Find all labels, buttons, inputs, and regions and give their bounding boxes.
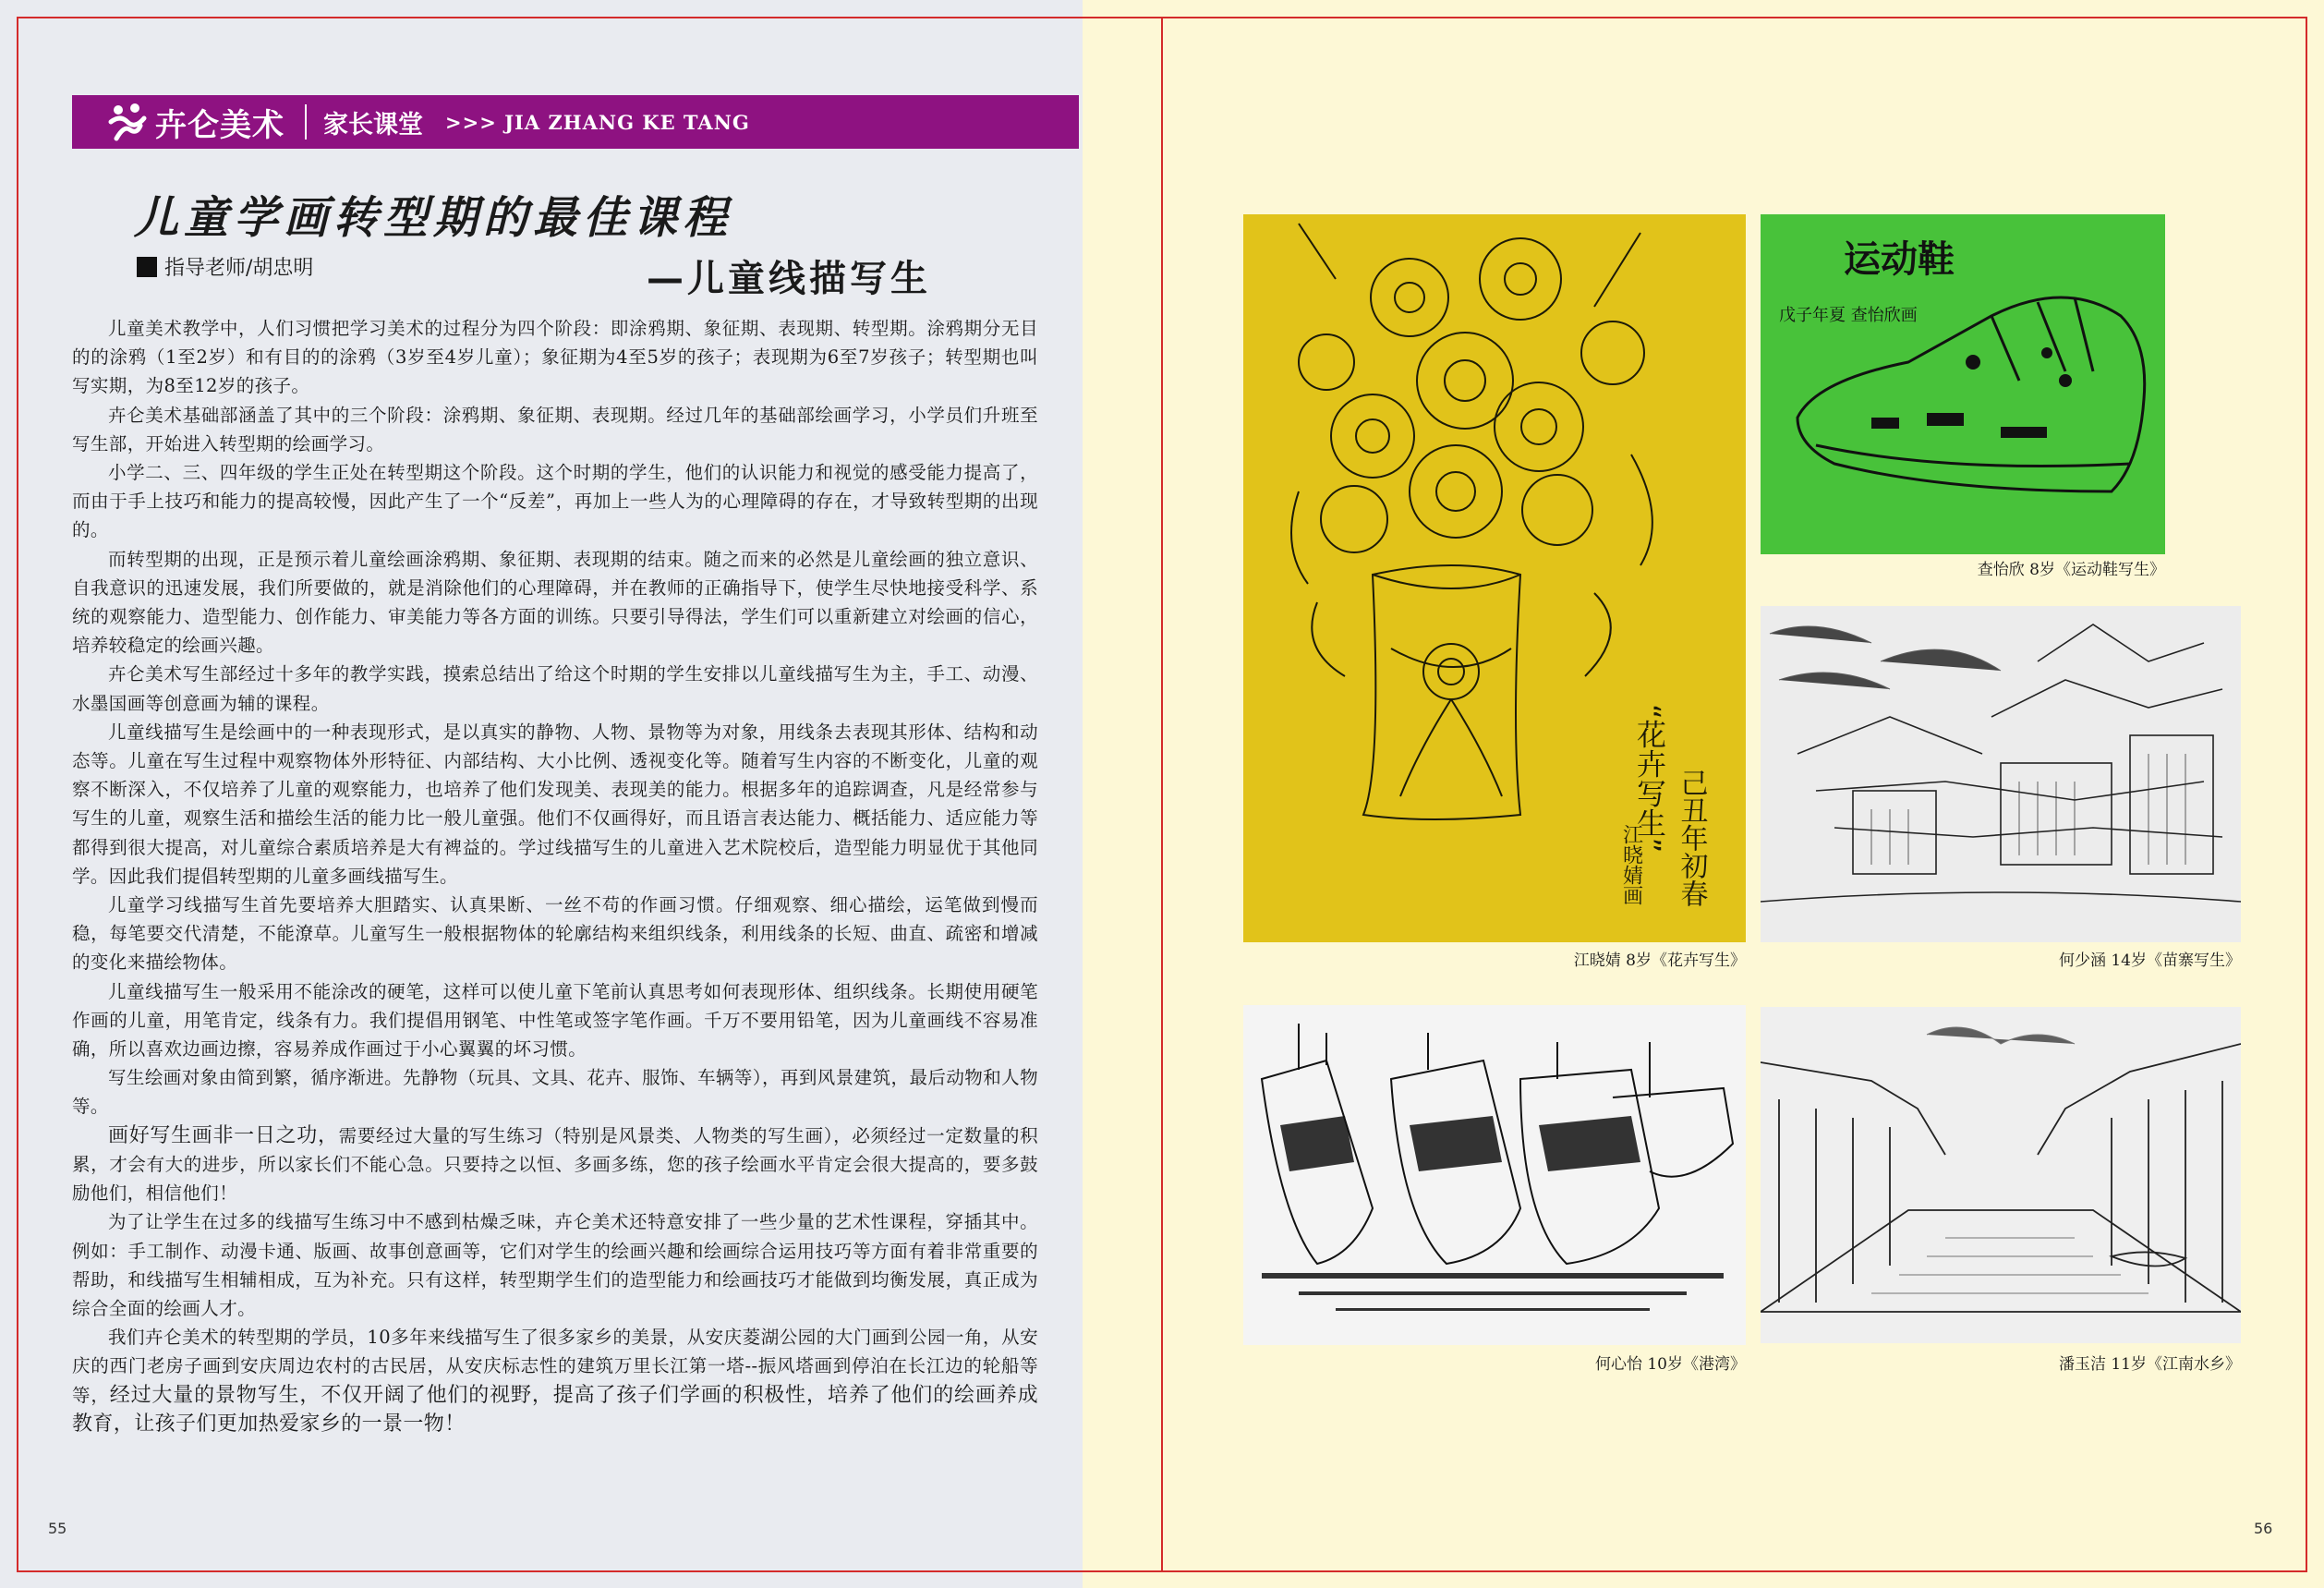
miao-drawing xyxy=(1761,606,2241,942)
page-number-right: 56 xyxy=(2254,1520,2273,1537)
shoe-title-text: 运动鞋 xyxy=(1844,238,1955,281)
caption-miao: 何少涵 14岁《苗寨写生》 xyxy=(2058,952,2241,970)
jiangnan-drawing xyxy=(1761,1007,2241,1343)
paragraph xyxy=(72,1323,1038,1438)
highlight-text: 画好写生画非一日之功， xyxy=(108,1123,339,1147)
paragraph-text: 需要经过大量的写生练习（特别是风景类、人物类的写生画），必须经过一定数量的积累，才会有大的进步，所以家长们不能心急。只要持之以恒、多画多练，您的孩子绘画水平肯定会很大提高的，要多鼓励他们，相信他们！ xyxy=(72,1124,1039,1205)
inscription-title: “花卉写生” xyxy=(1632,704,1667,854)
paragraph: 儿童线描写生是绘画中的一种表现形式，是以真实的静物、人物、景物等为对象，用线条去表现其形体、结构和动态等。儿童在写生过程中观察物体外形特征、内部结构、大小比例、透视变化等。随着写生内容的不断变化，儿童的观察不断深入，不仅培养了儿童的观察能力，也培养了他们发现美、表现美的能力。根据多年的追踪调查，凡是经常参与写生的儿童，观察生活和描绘生活的能力比一般儿童强。他们不仅画得好，而且语言表达能力、概括能力、适应能力等都得到很大提高，对儿童综合素质培养是大有裨益的。学过线描写生的儿童进入艺术院校后，造型能力明显优于其他同学。因此我们提倡转型期的儿童多画线描写生。 xyxy=(72,721,1038,887)
paragraph xyxy=(72,1121,1038,1208)
frame-spine-line xyxy=(1161,17,1163,1572)
paragraph: 卉仑美术基础部涵盖了其中的三个阶段：涂鸦期、象征期、表现期。经过几年的基础部绘画学习，小学员们升班至写生部，开始进入转型期的绘画学习。 xyxy=(72,404,1038,455)
brand-figure-icon xyxy=(107,102,148,142)
paragraph: 写生绘画对象由简到繁，循序渐进。先静物（玩具、文具、花卉、服饰、车辆等），再到风景建筑，最后动物和人物等。 xyxy=(72,1067,1038,1118)
inscription-artist: 江晓婧画 xyxy=(1619,824,1643,905)
banner-section-pinyin: >>> JIA ZHANG KE TANG xyxy=(445,110,750,134)
brand-logo-text: 卉仑美术 xyxy=(155,106,284,144)
harbor-drawing xyxy=(1243,1005,1746,1345)
paragraph: 小学二、三、四年级的学生正处在转型期这个阶段。这个时期的学生，他们的认识能力和视觉的感受能力提高了，而由于手上技巧和能力的提高较慢，因此产生了一个“反差”，再加上一些人为的心理障碍的存在，才导致转型期的出现的。 xyxy=(72,462,1038,541)
flower-drawing xyxy=(1243,214,1746,942)
banner-section-title: 家长课堂 xyxy=(323,110,423,139)
bullet-square-icon xyxy=(137,257,157,277)
article-subtitle: —儿童线描写生 xyxy=(647,258,931,300)
paragraph-text: 我们卉仑美术的转型期的学员，10多年来线描写生了很多家乡的美景，从安庆菱湖公园的大门画到公园一角，从安庆的西门老房子画到安庆周边农村的古民居，从安庆标志性的建筑万里长江第一塔--振风塔画到停泊在长江边的轮船等等， xyxy=(72,1327,1038,1406)
shoe-signature: 戊子年夏 查怡欣画 xyxy=(1779,306,1918,325)
teacher-name: 指导老师/胡忠明 xyxy=(164,257,314,280)
shoe-drawing xyxy=(1761,214,2165,554)
article-title: 儿童学画转型期的最佳课程 xyxy=(134,192,733,244)
frame-right-line xyxy=(2306,17,2307,1572)
paragraph: 而转型期的出现，正是预示着儿童绘画涂鸦期、象征期、表现期的结束。随之而来的必然是儿童绘画的独立意识、自我意识的迅速发展，我们所要做的，就是消除他们的心理障碍，并在教师的正确指导下，使学生尽快地接受科学、系统的观察能力、造型能力、创作能力、审美能力等各方面的训练。只要引导得法，学生们可以重新建立对绘画的信心，培养较稳定的绘画兴趣。 xyxy=(72,548,1038,657)
paragraph: 为了让学生在过多的线描写生练习中不感到枯燥乏味，卉仑美术还特意安排了一些少量的艺术性课程，穿插其中。例如：手工制作、动漫卡通、版画、故事创意画等，它们对学生的绘画兴趣和绘画综合运用技巧等方面有着非常重要的帮助，和线描写生相辅相成，互为补充。只有这样，转型期学生们的造型能力和绘画技巧才能做到均衡发展，真正成为综合全面的绘画人才。 xyxy=(72,1211,1038,1319)
paragraph: 儿童学习线描写生首先要培养大胆踏实、认真果断、一丝不苟的作画习惯。仔细观察、细心描绘，运笔做到慢而稳，每笔要交代清楚，不能潦草。儿童写生一般根据物体的轮廓结构来组织线条，利用线条的长短、曲直、疏密和增减的变化来描绘物体。 xyxy=(72,894,1038,974)
artwork-jiangnan xyxy=(1761,1007,2241,1343)
frame-left-line xyxy=(17,17,18,1572)
paragraph: 儿童美术教学中，人们习惯把学习美术的过程分为四个阶段：即涂鸦期、象征期、表现期、转型期。涂鸦期分无目的的涂鸦（1至2岁）和有目的的涂鸦（3岁至4岁儿童）；象征期为4至5岁的孩子；表现期为6至7岁孩子；转型期也叫写实期，为8至12岁的孩子。 xyxy=(72,318,1038,397)
caption-jiangnan: 潘玉洁 11岁《江南水乡》 xyxy=(2058,1355,2241,1374)
brand-logo xyxy=(107,100,284,145)
article-body xyxy=(72,314,1038,1438)
paragraph: 卉仑美术写生部经过十多年的教学实践，摸索总结出了给这个时期的学生安排以儿童线描写生为主，手工、动漫、水墨国画等创意画为辅的课程。 xyxy=(72,663,1038,714)
banner-divider xyxy=(305,104,307,139)
teacher-credit xyxy=(137,252,313,281)
artwork-shoe-sketch xyxy=(1761,214,2165,554)
paragraph: 儿童线描写生一般采用不能涂改的硬笔，这样可以使儿童下笔前认真思考如何表现形体、组织线条。长期使用硬笔作画的儿童，用笔肯定，线条有力。我们提倡用钢笔、中性笔或签字笔作画。千万不要用铅笔，因为儿童画线不容易准确，所以喜欢边画边擦，容易养成作画过于小心翼翼的坏习惯。 xyxy=(72,980,1038,1061)
inscription-date: 己丑年初春 xyxy=(1675,769,1708,907)
artwork-miao-village xyxy=(1761,606,2241,942)
artwork-flower-sketch xyxy=(1243,214,1746,942)
highlight-text: 经过大量的景物写生，不仅开阔了他们的视野，提高了孩子们学画的积极性，培养了他们的绘画养成教育，让孩子们更加热爱家乡的一景一物！ xyxy=(72,1383,1038,1436)
page-number-left: 55 xyxy=(48,1520,67,1537)
caption-flower: 江晓婧 8岁《花卉写生》 xyxy=(1573,952,1746,970)
caption-shoe: 查怡欣 8岁《运动鞋写生》 xyxy=(1977,561,2165,579)
artwork-harbor xyxy=(1243,1005,1746,1345)
caption-harbor: 何心怡 10岁《港湾》 xyxy=(1594,1355,1746,1374)
section-banner xyxy=(72,95,1079,149)
